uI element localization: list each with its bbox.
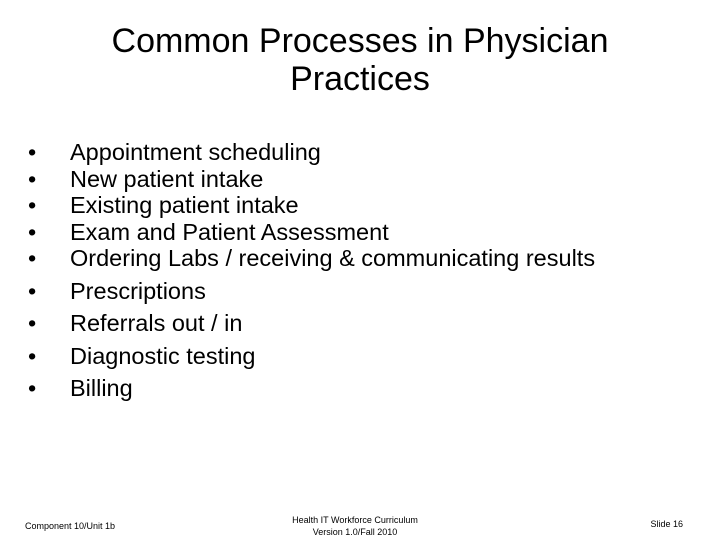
footer-curriculum-label	[255, 514, 455, 538]
slide-title	[0, 22, 720, 98]
bullet-item	[28, 192, 688, 219]
bullet-item	[28, 245, 688, 272]
bullet-text: New patient intake	[70, 165, 264, 192]
bullet-item	[28, 375, 688, 402]
bullet-text: Diagnostic testing	[70, 342, 256, 369]
footer-center-line-1: Health IT Workforce Curriculum	[292, 515, 418, 525]
bullet-text: Ordering Labs / receiving & communicating results	[70, 245, 596, 271]
title-line-1: Common Processes in Physician	[111, 22, 609, 60]
bullet-icon: •	[28, 310, 37, 336]
bullet-icon: •	[28, 277, 37, 304]
bullet-text: Prescriptions	[70, 277, 206, 304]
footer-slide-number: Slide 16	[650, 519, 683, 529]
bullet-item	[28, 278, 688, 305]
bullet-item	[28, 310, 688, 337]
bullet-text: Existing patient intake	[70, 192, 299, 218]
bullet-list	[28, 139, 688, 408]
bullet-icon: •	[28, 245, 37, 271]
title-line-2: Practices	[290, 60, 430, 98]
bullet-text: Appointment scheduling	[70, 139, 321, 165]
bullet-item	[28, 219, 688, 246]
bullet-icon: •	[28, 192, 37, 218]
bullet-item	[28, 343, 688, 370]
bullet-text: Billing	[70, 375, 133, 401]
bullet-icon: •	[28, 139, 37, 165]
bullet-icon: •	[28, 375, 37, 401]
bullet-icon: •	[28, 165, 37, 192]
bullet-icon: •	[28, 218, 37, 245]
bullet-item	[28, 166, 688, 193]
bullet-item	[28, 139, 688, 166]
bullet-text: Exam and Patient Assessment	[70, 218, 389, 245]
footer-center-line-2: Version 1.0/Fall 2010	[312, 527, 398, 537]
footer-component-label: Component 10/Unit 1b	[25, 521, 116, 531]
bullet-icon: •	[28, 342, 37, 369]
bullet-text: Referrals out / in	[70, 310, 243, 336]
